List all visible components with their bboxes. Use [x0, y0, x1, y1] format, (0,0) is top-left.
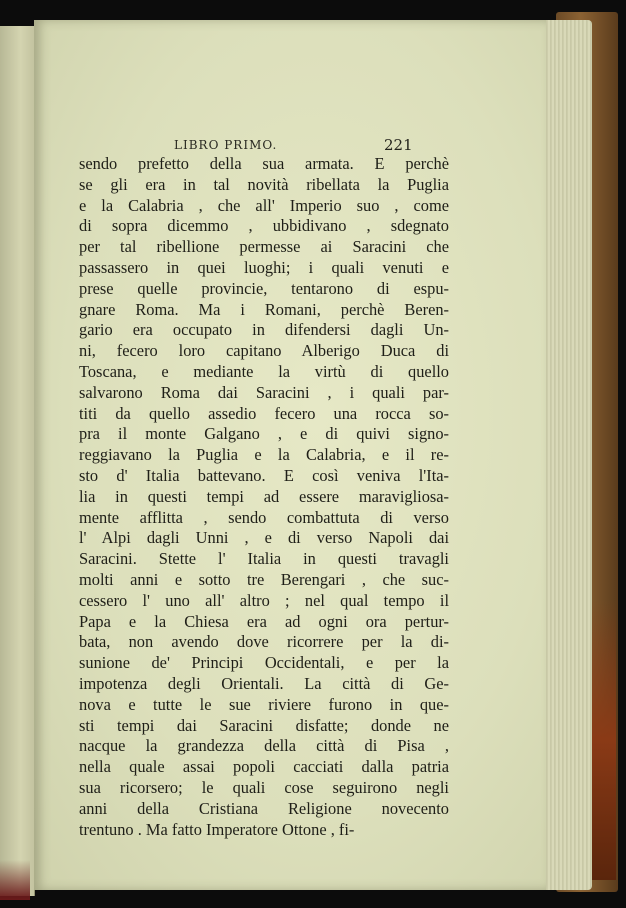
text-line: sunione de' Principi Occidentali, e per la — [79, 653, 449, 673]
text-line: gnare Roma. Ma i Romani, perchè Beren- — [79, 299, 449, 319]
text-line: sua ricorsero; le quali cose seguirono negli — [79, 777, 449, 797]
text-line: impotenza degli Orientali. La città di Ge- — [79, 673, 449, 693]
text-line: nacque la grandezza della città di Pisa , — [79, 736, 449, 756]
text-line: nella quale assai popoli cacciati dalla patria — [79, 757, 449, 777]
text-line: ni, fecero loro capitano Alberigo Duca di — [79, 341, 449, 361]
text-line: lia in questi tempi ad essere maravigliosa- — [79, 486, 449, 506]
text-line: e la Calabria , che all' Imperio suo , come — [79, 195, 449, 215]
page-number: 221 — [384, 136, 413, 154]
text-line: nova e tutte le sue riviere furono in que- — [79, 694, 449, 714]
text-line: cessero l' uno all' altro ; nel qual tempo il — [79, 590, 449, 610]
text-line: passassero in quei luoghi; i quali venuti e — [79, 257, 449, 277]
text-line: l' Alpi dagli Unni , e di verso Napoli dai — [79, 528, 449, 548]
body-text — [79, 154, 449, 840]
text-line: se gli era in tal novità ribellata la Puglia — [79, 174, 449, 194]
text-line: Saracini. Stette l' Italia in questi travagli — [79, 549, 449, 569]
running-head: LIBRO PRIMO. — [174, 138, 278, 152]
cover-stain — [590, 600, 616, 880]
text-line: per tal ribellione permesse ai Saracini che — [79, 237, 449, 257]
text-line: Toscana, e mediante la virtù di quello — [79, 361, 449, 381]
text-line: bata, non avendo dove ricorrere per la di- — [79, 632, 449, 652]
text-line: di sopra dicemmo , ubbidivano , sdegnato — [79, 216, 449, 236]
text-line: sendo prefetto della sua armata. E perchè — [79, 154, 449, 173]
text-line: gario era occupato in difendersi dagli Un- — [79, 320, 449, 340]
text-line: pra il monte Galgano , e di quivi signo- — [79, 424, 449, 444]
text-line: salvarono Roma dai Saracini , i quali par- — [79, 382, 449, 402]
text-line: mente afflitta , sendo combattuta di verso — [79, 507, 449, 527]
text-line: sto d' Italia battevano. E così veniva l'Ita- — [79, 465, 449, 485]
text-line: reggiavano la Puglia e la Calabria, e il re- — [79, 445, 449, 465]
text-line: molti anni e sotto tre Berengari , che suc- — [79, 569, 449, 589]
facing-page-edge — [0, 26, 35, 896]
book-page — [34, 20, 546, 890]
text-line: prese quelle provincie, tentarono di espu- — [79, 278, 449, 298]
bookmark-ribbon — [0, 860, 30, 900]
text-line: titi da quello assedio fecero una rocca so- — [79, 403, 449, 423]
text-line: sti tempi dai Saracini disfatte; donde ne — [79, 715, 449, 735]
text-line: trentuno . Ma fatto Imperatore Ottone , fi- — [79, 819, 355, 839]
text-line: Papa e la Chiesa era ad ogni ora pertur- — [79, 611, 449, 631]
text-line: anni della Cristiana Religione novecento — [79, 798, 449, 818]
